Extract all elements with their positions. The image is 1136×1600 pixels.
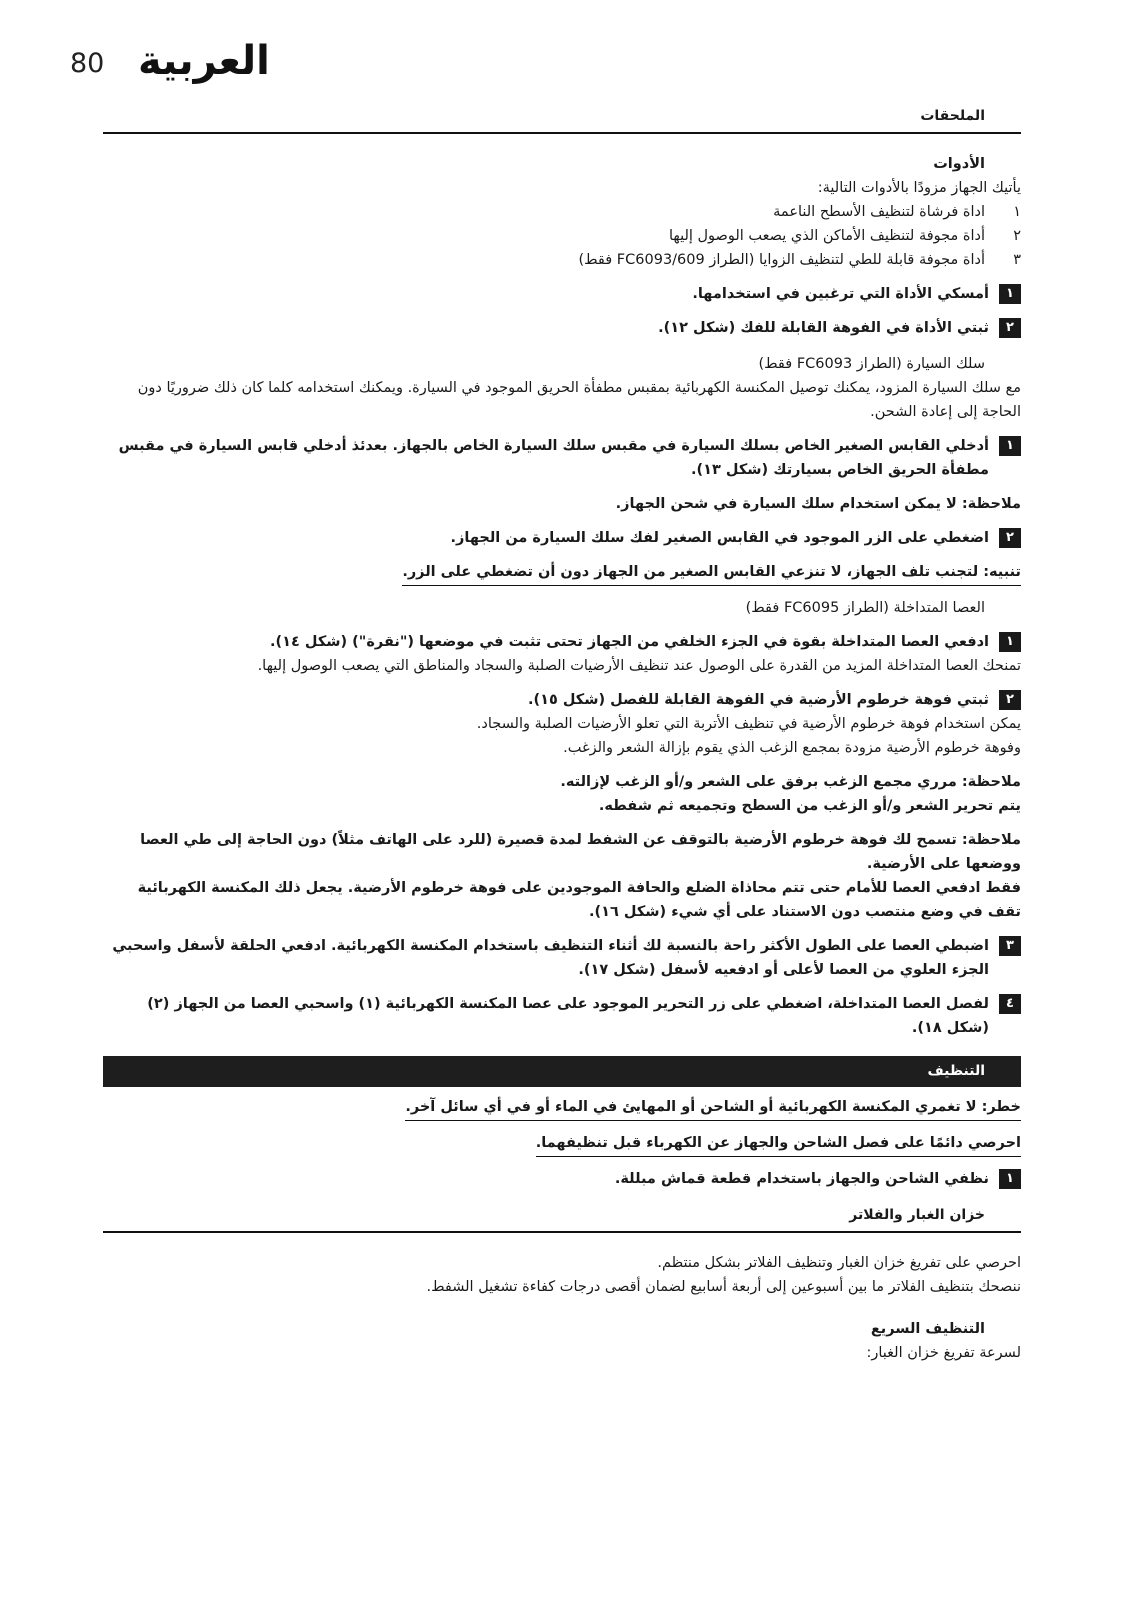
- step-number-badge: ١: [999, 1169, 1021, 1189]
- step-number-badge: ١: [999, 632, 1021, 652]
- lint-note-cont: يتم تحرير الشعر و/أو الزغب من السطح وتجميعه ثم شفطه.: [598, 798, 1021, 814]
- step-number-badge: ٢: [999, 690, 1021, 710]
- car-cord-heading: سلك السيارة (الطراز FC6093 فقط): [758, 356, 985, 372]
- step-text: اضغطي على الزر الموجود في القابس الصغير لفك سلك السيارة من الجهاز.: [450, 530, 989, 546]
- list-item-text: أداة مجوفة لتنظيف الأماكن الذي يصعب الوصول إليها: [668, 228, 985, 244]
- lint-note: ملاحظة: مرري مجمع الزغب برفق على الشعر و/أو الزغب لإزالته.: [560, 774, 1021, 790]
- step-row: [103, 992, 1021, 1040]
- step-text: لفصل العصا المتداخلة، اضغطي على زر التحرير الموجود على عصا المكنسة الكهربائية (١) واسحبي العصا من الجهاز (٢) (شكل ١٨).: [147, 996, 989, 1036]
- step-text: ثبتي الأداة في الفوهة القابلة للفك (شكل ١٢).: [658, 320, 989, 336]
- park-note-cont: فقط ادفعي العصا للأمام حتى تتم محاذاة الضلع والحافة الموجودين على فوهة خرطوم الأرضية. يجعل ذلك المكنسة الكهربائية تقف في وضع منتصب دون الاستناد على أي شيء (شكل ١٦).: [137, 880, 1021, 920]
- page-header: [68, 38, 368, 98]
- list-item: [103, 224, 1021, 248]
- page-content: [103, 104, 1021, 1365]
- list-item: [103, 200, 1021, 224]
- caution-text: تنبيه: لتجنب تلف الجهاز، لا تنزعي القابس الصغير من الجهاز دون أن تضغطي على الزر.: [402, 560, 1021, 586]
- step-number-badge: ١: [999, 284, 1021, 304]
- list-item: [103, 248, 1021, 272]
- step-number-badge: ١: [999, 436, 1021, 456]
- step-text: أدخلي القابس الصغير الخاص بسلك السيارة في مقبس سلك السيارة الخاص بالجهاز. بعدئذ أدخلي قابس السيارة في مقبس مطفأة الحريق الخاص بسيارتك (شكل ١٣).: [118, 438, 989, 478]
- step-text: أمسكي الأداة التي ترغبين في استخدامها.: [692, 286, 989, 302]
- step-text: ادفعي العصا المتداخلة بقوة في الجزء الخلفي من الجهاز تحتى تثبت في موضعها ("نقرة") (شكل ١٤).: [269, 634, 989, 650]
- list-item-number: ٢: [1013, 228, 1021, 244]
- list-item-text: أداة مجوفة قابلة للطي لتنظيف الزوايا (الطراز FC6093/609 فقط): [578, 252, 985, 268]
- car-cord-note: ملاحظة: لا يمكن استخدام سلك السيارة في شحن الجهاز.: [615, 496, 1021, 512]
- telescopic-step1-note: تمنحك العصا المتداخلة المزيد من القدرة على الوصول عند تنظيف الأرضيات الصلبة والسجاد والمناطق التي يصعب الوصول إليها.: [257, 658, 1021, 674]
- language-title: العربية: [138, 38, 270, 84]
- park-note: ملاحظة: تسمح لك فوهة خرطوم الأرضية بالتوقف عن الشفط لمدة قصيرة (للرد على الهاتف مثلاً) دون الحاجة إلى طي العصا ووضعها على الأرضية.: [140, 832, 1021, 872]
- list-item-number: ١: [1013, 204, 1021, 220]
- step-text: اضبطي العصا على الطول الأكثر راحة بالنسبة لك أثناء التنظيف باستخدام المكنسة الكهربائية. ادفعي الحلقة لأسفل واسحبي الجزء العلوي من العصا لأعلى أو ادفعيه لأسفل (شكل ١٧).: [112, 938, 989, 978]
- step-number-badge: ٣: [999, 936, 1021, 956]
- list-item-number: ٣: [1013, 252, 1021, 268]
- step-row: [103, 688, 1021, 712]
- step-row: [103, 630, 1021, 654]
- quick-clean-intro: لسرعة تفريغ خزان الغبار:: [866, 1345, 1021, 1361]
- telescopic-step2-note: وفوهة خرطوم الأرضية مزودة بمجمع الزغب الذي يقوم بإزالة الشعر والزغب.: [563, 740, 1021, 756]
- step-number-badge: ٢: [999, 318, 1021, 338]
- step-text: نظفي الشاحن والجهاز باستخدام قطعة قماش مبللة.: [614, 1171, 989, 1187]
- step-row: [103, 434, 1021, 482]
- unplug-reminder: احرصي دائمًا على فصل الشاحن والجهاز عن الكهرباء قبل تنظيفهما.: [536, 1131, 1021, 1157]
- section-title-accessories: الملحقات: [103, 104, 1021, 134]
- telescopic-step2-note: يمكن استخدام فوهة خرطوم الأرضية في تنظيف الأتربة التي تعلو الأرضيات الصلبة والسجاد.: [476, 716, 1021, 732]
- section-title-cleaning: التنظيف: [103, 1056, 1021, 1087]
- car-cord-intro: مع سلك السيارة المزود، يمكنك توصيل المكنسة الكهربائية بمقبس مطفأة الحريق الموجود في السيارة. ويمكنك استخدامه كلما كان ذلك ضروريًا دون الحاجة إلى إعادة الشحن.: [137, 380, 1021, 420]
- telescopic-heading: العصا المتداخلة (الطراز FC6095 فقط): [745, 600, 985, 616]
- step-row: [103, 526, 1021, 550]
- quick-clean-heading: التنظيف السريع: [870, 1321, 985, 1337]
- dust-line: ننصحك بتنظيف الفلاتر ما بين أسبوعين إلى أربعة أسابيع لضمان أقصى درجات كفاءة تشغيل الشفط.: [426, 1279, 1021, 1295]
- list-item-text: اداة فرشاة لتنظيف الأسطح الناعمة: [773, 204, 985, 220]
- page-number: 80: [70, 48, 105, 79]
- step-row: [103, 316, 1021, 340]
- step-row: [103, 934, 1021, 982]
- step-text: ثبتي فوهة خرطوم الأرضية في الفوهة القابلة للفصل (شكل ١٥).: [527, 692, 989, 708]
- step-row: [103, 1167, 1021, 1191]
- step-number-badge: ٤: [999, 994, 1021, 1014]
- step-row: [103, 282, 1021, 306]
- tools-intro: يأتيك الجهاز مزودًا بالأدوات التالية:: [817, 180, 1021, 196]
- tools-heading: الأدوات: [933, 156, 985, 172]
- step-number-badge: ٢: [999, 528, 1021, 548]
- dust-line: احرصي على تفريغ خزان الغبار وتنظيف الفلاتر بشكل منتظم.: [657, 1255, 1021, 1271]
- danger-text: خطر: لا تغمري المكنسة الكهربائية أو الشاحن أو المهايئ في الماء أو في أي سائل آخر.: [405, 1095, 1021, 1121]
- section-title-dust: خزان الغبار والفلاتر: [103, 1203, 1021, 1233]
